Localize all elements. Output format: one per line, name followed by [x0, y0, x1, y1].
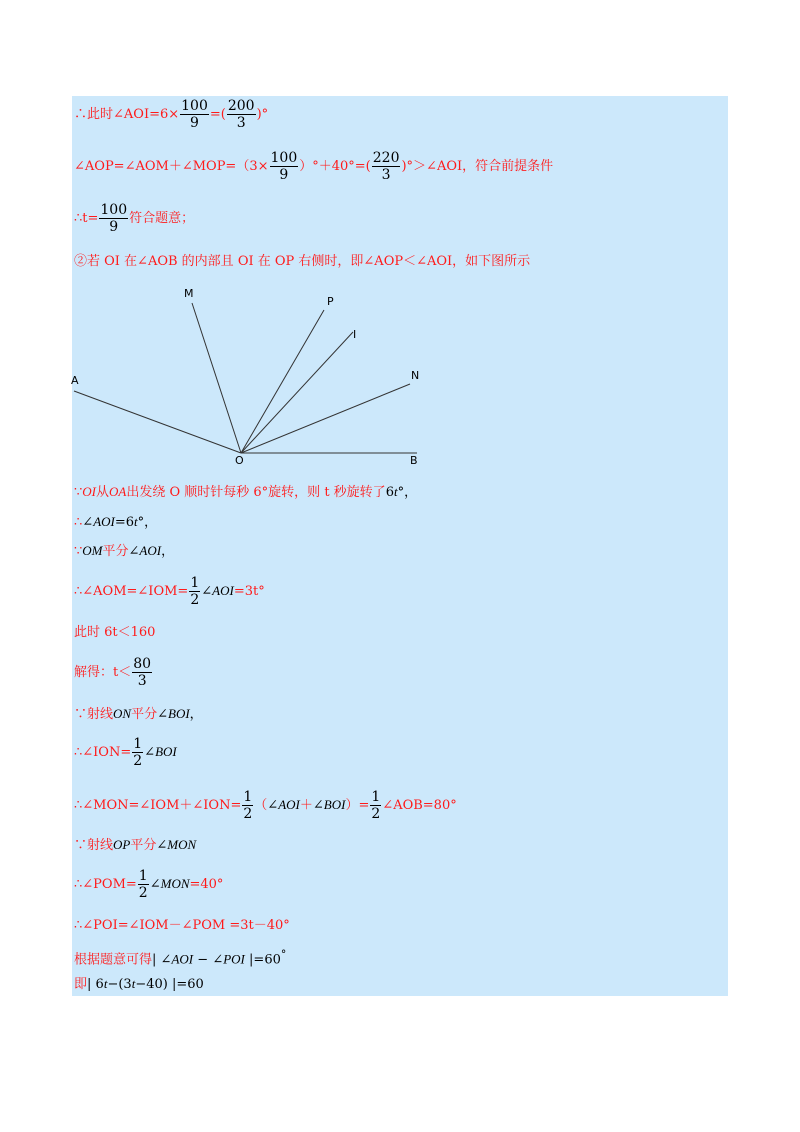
line-10: 解得：t＜ $\frac{80}{3}$	[74, 656, 152, 689]
line-1	[74, 98, 268, 131]
line-18: 即| 6t−(3t−40) |=60	[74, 976, 204, 992]
line-5: ∵OI从OA出发绕 O 顺时针每秒 6°旋转，则 t 秒旋转了6t°，	[74, 484, 418, 500]
text: )°＞∠AOI，符合前提条件	[401, 159, 554, 174]
label-p: P	[327, 295, 334, 308]
fraction-1-2: $\frac{1}{2}$	[371, 789, 381, 822]
fraction-80-3: $\frac{80}{3}$	[133, 656, 152, 689]
line-14: ∵射线OP平分∠MON	[74, 837, 197, 853]
fraction-1-2: $\frac{1}{2}$	[133, 736, 143, 769]
angle-diagram	[70, 283, 470, 473]
ray-op	[241, 310, 324, 453]
label-a: A	[71, 374, 79, 387]
line-16: ∴∠POI=∠IOM－∠POM =3t－40°	[74, 918, 290, 933]
line-12: ∴∠ION= $\frac{1}{2}$ ∠BOI	[74, 736, 177, 769]
line-4: ②若 OI 在∠AOB 的内部且 OI 在 OP 右侧时，即∠AOP＜∠AOI，如下图所示	[74, 254, 531, 269]
text: =(	[209, 107, 226, 122]
line-17: 根据题意可得| ∠AOI − ∠POI |=60°	[74, 948, 287, 968]
text: ∠AOP=∠AOM＋∠MOP=（3×	[74, 159, 269, 174]
fraction-100-9: $\frac{100}{9}$	[181, 98, 208, 131]
label-o: O	[235, 454, 244, 467]
text: ∴t=	[74, 211, 99, 226]
ray-on	[241, 384, 410, 453]
text: 符合题意；	[129, 211, 195, 226]
fraction-220-3: $\frac{220}{3}$	[372, 150, 400, 183]
fraction-200-3: $\frac{200}{3}$	[227, 98, 255, 131]
line-11: ∵射线ON平分∠BOI，	[74, 706, 203, 722]
label-b: B	[410, 454, 418, 467]
line-9: 此时 6t＜160	[74, 625, 156, 640]
fraction-100-9: $\frac{100}{9}$	[270, 150, 298, 183]
line-2	[74, 150, 553, 183]
line-8: ∴∠AOM=∠IOM= $\frac{1}{2}$ ∠AOI=3t°	[74, 575, 265, 608]
ray-oa	[74, 391, 241, 453]
line-7: ∵OM平分∠AOI，	[74, 543, 175, 559]
fraction-1-2: $\frac{1}{2}$	[138, 868, 148, 901]
fraction-100-9: $\frac{100}{9}$	[100, 202, 128, 235]
line-6: ∴∠AOI=6t°，	[74, 514, 158, 530]
fraction-1-2: $\frac{1}{2}$	[190, 575, 200, 608]
text: ）°＋40°=(	[299, 159, 371, 174]
line-3	[74, 202, 194, 235]
line-15: ∴∠POM= $\frac{1}{2}$ ∠MON=40°	[74, 868, 224, 901]
label-i: I	[353, 328, 357, 341]
line-13: ∴∠MON=∠IOM＋∠ION= $\frac{1}{2}$ （∠AOI＋∠BOI）= $\frac{1}{2}$ ∠AOB=80°	[74, 789, 457, 822]
ray-om	[192, 303, 241, 453]
text: )°	[256, 107, 269, 122]
label-m: M	[184, 287, 194, 300]
ray-oi	[241, 332, 353, 453]
label-n: N	[411, 369, 420, 382]
text: ∴此时∠AOI=6×	[74, 107, 180, 122]
fraction-1-2: $\frac{1}{2}$	[243, 789, 253, 822]
